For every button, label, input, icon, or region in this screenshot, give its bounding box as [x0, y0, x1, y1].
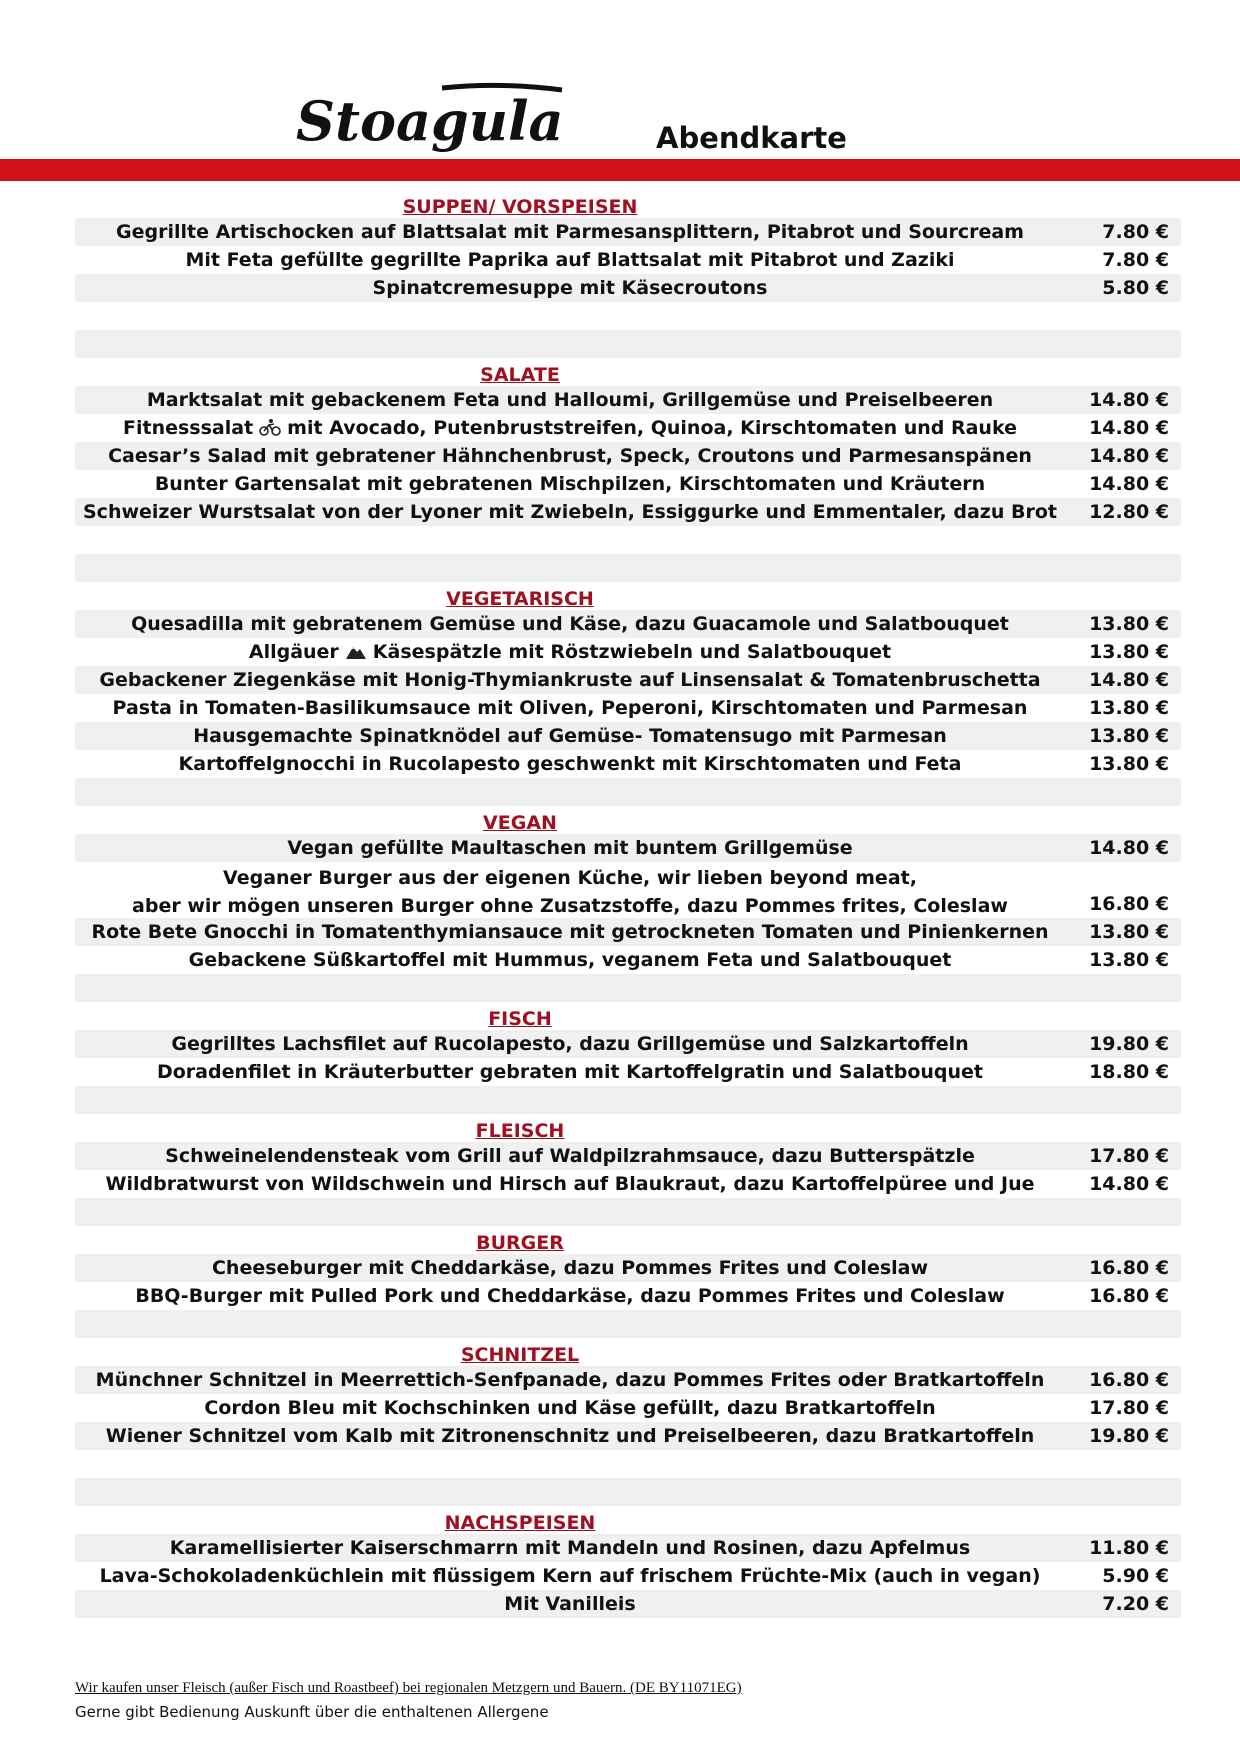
section-heading [75, 582, 1181, 610]
logo-text: Stoagula [296, 89, 564, 153]
dish-name-line2: aber wir mögen unseren Burger ohne Zusatzstoffe, dazu Pommes frites, Coleslaw [132, 895, 1008, 917]
spacer-row [75, 1450, 1181, 1478]
dish-name [75, 669, 1065, 691]
dish-name-text: Münchner Schnitzel in Meerrettich-Senfpanade, dazu Pommes Frites oder Bratkartoffeln [95, 1369, 1045, 1391]
dish-name-text: Caesar’s Salad mit gebratener Hähnchenbrust, Speck, Croutons und Parmesanspänen [108, 445, 1032, 467]
dish-price: 16.80 € [1089, 1369, 1169, 1391]
dish-name [75, 864, 1065, 920]
dish-name [75, 1425, 1065, 1447]
menu-item [75, 1058, 1181, 1086]
menu-item [75, 638, 1181, 666]
menu-item [75, 442, 1181, 470]
cyclist-icon [259, 418, 281, 436]
dish-name-text: Doradenfilet in Kräuterbutter gebraten mit Kartoffelgratin und Salatbouquet [156, 1061, 984, 1083]
dish-price: 14.80 € [1089, 1173, 1169, 1195]
dish-price: 14.80 € [1089, 417, 1169, 439]
section-title: VEGETARISCH [446, 588, 594, 610]
menu-item [75, 1590, 1181, 1618]
dish-name [75, 1397, 1065, 1419]
section-title: NACHSPEISEN [444, 1512, 596, 1534]
dish-price: 5.90 € [1102, 1565, 1169, 1587]
dish-name [75, 1537, 1065, 1559]
dish-name-text: Karamellisierter Kaiserschmarrn mit Mandeln und Rosinen, dazu Apfelmus [169, 1537, 971, 1559]
dish-name-text: Cheeseburger mit Cheddarkäse, dazu Pommes Frites und Coleslaw [211, 1257, 929, 1279]
menu-item [75, 1142, 1181, 1170]
dish-name-text: Bunter Gartensalat mit gebratenen Mischpilzen, Kirschtomaten und Kräutern [154, 473, 986, 495]
spacer-row [75, 1198, 1181, 1226]
dish-price: 14.80 € [1089, 669, 1169, 691]
dish-name-text-after: Käsespätzle mit Röstzwiebeln und Salatbouquet [372, 641, 892, 663]
page-title: Abendkarte [656, 121, 847, 155]
dish-name-text: Gebackene Süßkartoffel mit Hummus, veganem Feta und Salatbouquet [188, 949, 952, 971]
dish-name [75, 277, 1065, 299]
dish-name [75, 697, 1065, 719]
menu-item [75, 1394, 1181, 1422]
dish-price: 16.80 € [1089, 1285, 1169, 1307]
dish-price: 7.80 € [1102, 221, 1169, 243]
section-title: BURGER [476, 1232, 564, 1254]
menu-item [75, 1254, 1181, 1282]
dish-name-text: Marktsalat mit gebackenem Feta und Halloumi, Grillgemüse und Preiselbeeren [146, 389, 994, 411]
spacer-row [75, 526, 1181, 554]
dish-price: 13.80 € [1089, 613, 1169, 635]
dish-price: 19.80 € [1089, 1425, 1169, 1447]
dish-name [75, 389, 1065, 411]
dish-name-text: Allgäuer [248, 641, 339, 663]
dish-name [75, 221, 1065, 243]
footer-allergen-note: Gerne gibt Bedienung Auskunft über die enthaltenen Allergene [75, 1703, 549, 1721]
menu-item [75, 1422, 1181, 1450]
section-heading [75, 190, 1181, 218]
section-heading [75, 358, 1181, 386]
dish-price: 13.80 € [1089, 641, 1169, 663]
dish-name [75, 1369, 1065, 1391]
header-red-bar [0, 159, 1240, 181]
spacer-row [75, 330, 1181, 358]
dish-name-text: BBQ-Burger mit Pulled Pork und Cheddarkäse, dazu Pommes Frites und Coleslaw [135, 1285, 1005, 1307]
dish-name [75, 837, 1065, 859]
spacer-row [75, 554, 1181, 582]
dish-price: 5.80 € [1102, 277, 1169, 299]
dish-price: 11.80 € [1089, 1537, 1169, 1559]
dish-price: 13.80 € [1089, 949, 1169, 971]
section-heading [75, 1338, 1181, 1366]
dish-name-text: Quesadilla mit gebratenem Gemüse und Käse, dazu Guacamole und Salatbouquet [131, 613, 1009, 635]
menu-item [75, 498, 1181, 526]
dish-name-text: Gebackener Ziegenkäse mit Honig-Thymiankruste auf Linsensalat & Tomatenbruschetta [99, 669, 1041, 691]
menu-item [75, 918, 1181, 946]
spacer-row [75, 1478, 1181, 1506]
menu-item [75, 834, 1181, 862]
dish-name [75, 1593, 1065, 1615]
menu-item [75, 246, 1181, 274]
section-title: SALATE [480, 364, 560, 386]
dish-name-text: Veganer Burger aus der eigenen Küche, wir lieben beyond meat, [223, 867, 917, 889]
spacer-row [75, 974, 1181, 1002]
dish-name [75, 921, 1065, 943]
dish-price: 14.80 € [1089, 445, 1169, 467]
menu-item [75, 218, 1181, 246]
restaurant-logo [292, 78, 564, 162]
section-title: FISCH [488, 1008, 552, 1030]
menu-item [75, 1534, 1181, 1562]
dish-name-text-after: mit Avocado, Putenbruststreifen, Quinoa, Kirschtomaten und Rauke [287, 417, 1017, 439]
dish-price: 17.80 € [1089, 1397, 1169, 1419]
menu-item [75, 722, 1181, 750]
dish-name [75, 249, 1065, 271]
dish-price: 7.80 € [1102, 249, 1169, 271]
dish-name-text: Vegan gefüllte Maultaschen mit buntem Grillgemüse [287, 837, 853, 859]
dish-price: 16.80 € [1089, 1257, 1169, 1279]
footer-sourcing-note: Wir kaufen unser Fleisch (außer Fisch und Roastbeef) bei regionalen Metzgern und Bauern. (DE BY11071EG) [75, 1680, 742, 1696]
spacer-row [75, 1310, 1181, 1338]
dish-name [75, 1257, 1065, 1279]
dish-name [75, 949, 1065, 971]
dish-name-text: Cordon Bleu mit Kochschinken und Käse gefüllt, dazu Bratkartoffeln [204, 1397, 936, 1419]
dish-name [75, 725, 1065, 747]
menu-item [75, 1562, 1181, 1590]
spacer-row [75, 778, 1181, 806]
dish-name [75, 1145, 1065, 1167]
dish-price: 13.80 € [1089, 725, 1169, 747]
dish-name [75, 445, 1065, 467]
section-title: SUPPEN/ VORSPEISEN [402, 196, 638, 218]
dish-name [75, 613, 1065, 635]
dish-name-text: Schweizer Wurstsalat von der Lyoner mit Zwiebeln, Essiggurke und Emmentaler, dazu Brot [83, 501, 1057, 523]
dish-price: 19.80 € [1089, 1033, 1169, 1055]
dish-name-text: Mit Vanilleis [504, 1593, 636, 1615]
spacer-row [75, 302, 1181, 330]
menu-item [75, 1366, 1181, 1394]
section-heading [75, 1226, 1181, 1254]
spacer-row [75, 1086, 1181, 1114]
dish-price: 13.80 € [1089, 697, 1169, 719]
dish-name-text: Spinatcremesuppe mit Käsecroutons [372, 277, 768, 299]
menu-item [75, 862, 1181, 918]
dish-price: 13.80 € [1089, 921, 1169, 943]
dish-name-text: Gegrilltes Lachsfilet auf Rucolapesto, dazu Grillgemüse und Salzkartoffeln [171, 1033, 969, 1055]
dish-price: 17.80 € [1089, 1145, 1169, 1167]
dish-name [75, 501, 1065, 523]
dish-price: 14.80 € [1089, 837, 1169, 859]
dish-name-text: Hausgemachte Spinatknödel auf Gemüse- Tomatensugo mit Parmesan [193, 725, 947, 747]
section-heading [75, 1002, 1181, 1030]
dish-name-text: Gegrillte Artischocken auf Blattsalat mit Parmesansplittern, Pitabrot und Sourcream [116, 221, 1024, 243]
dish-name [75, 1565, 1065, 1587]
dish-name-text: Wildbratwurst von Wildschwein und Hirsch auf Blaukraut, dazu Kartoffelpüree und Jue [105, 1173, 1035, 1195]
dish-name [75, 641, 1065, 663]
menu-item [75, 666, 1181, 694]
menu-item [75, 1282, 1181, 1310]
menu-item [75, 386, 1181, 414]
menu-item [75, 274, 1181, 302]
dish-name [75, 1061, 1065, 1083]
dish-price: 12.80 € [1089, 501, 1169, 523]
dish-price: 7.20 € [1102, 1593, 1169, 1615]
menu-item [75, 1030, 1181, 1058]
dish-name [75, 1033, 1065, 1055]
menu-item [75, 610, 1181, 638]
dish-price: 14.80 € [1089, 389, 1169, 411]
menu-item [75, 470, 1181, 498]
dish-name [75, 417, 1065, 439]
section-heading [75, 1114, 1181, 1142]
dish-name-text: Pasta in Tomaten-Basilikumsauce mit Oliven, Peperoni, Kirschtomaten und Parmesan [112, 697, 1028, 719]
dish-price: 16.80 € [1089, 893, 1169, 915]
menu-item [75, 414, 1181, 442]
dish-name [75, 753, 1065, 775]
dish-price: 13.80 € [1089, 753, 1169, 775]
section-heading [75, 1506, 1181, 1534]
section-title: FLEISCH [475, 1120, 565, 1142]
dish-name-text: Mit Feta gefüllte gegrillte Paprika auf Blattsalat mit Pitabrot und Zaziki [185, 249, 955, 271]
menu-item [75, 750, 1181, 778]
dish-name-text: Schweinelendensteak vom Grill auf Waldpilzrahmsauce, dazu Butterspätzle [165, 1145, 975, 1167]
dish-name-text: Lava-Schokoladenküchlein mit flüssigem Kern auf frischem Früchte-Mix (auch in vegan) [99, 1565, 1041, 1587]
dish-name-text: Wiener Schnitzel vom Kalb mit Zitronenschnitz und Preiselbeeren, dazu Bratkartoffeln [105, 1425, 1035, 1447]
dish-name [75, 1173, 1065, 1195]
section-title: VEGAN [483, 812, 557, 834]
menu-list [75, 190, 1181, 1618]
dish-name-text: Kartoffelgnocchi in Rucolapesto geschwenkt mit Kirschtomaten und Feta [178, 753, 962, 775]
dish-price: 14.80 € [1089, 473, 1169, 495]
section-heading [75, 806, 1181, 834]
section-title: SCHNITZEL [460, 1344, 580, 1366]
dish-name [75, 473, 1065, 495]
menu-item [75, 946, 1181, 974]
dish-name-text: Rote Bete Gnocchi in Tomatenthymiansauce mit getrockneten Tomaten und Pinienkernen [91, 921, 1049, 943]
menu-item [75, 1170, 1181, 1198]
dish-name [75, 1285, 1065, 1307]
dish-price: 18.80 € [1089, 1061, 1169, 1083]
menu-item [75, 694, 1181, 722]
mountain-icon [345, 642, 367, 660]
dish-name-text: Fitnesssalat [123, 417, 254, 439]
